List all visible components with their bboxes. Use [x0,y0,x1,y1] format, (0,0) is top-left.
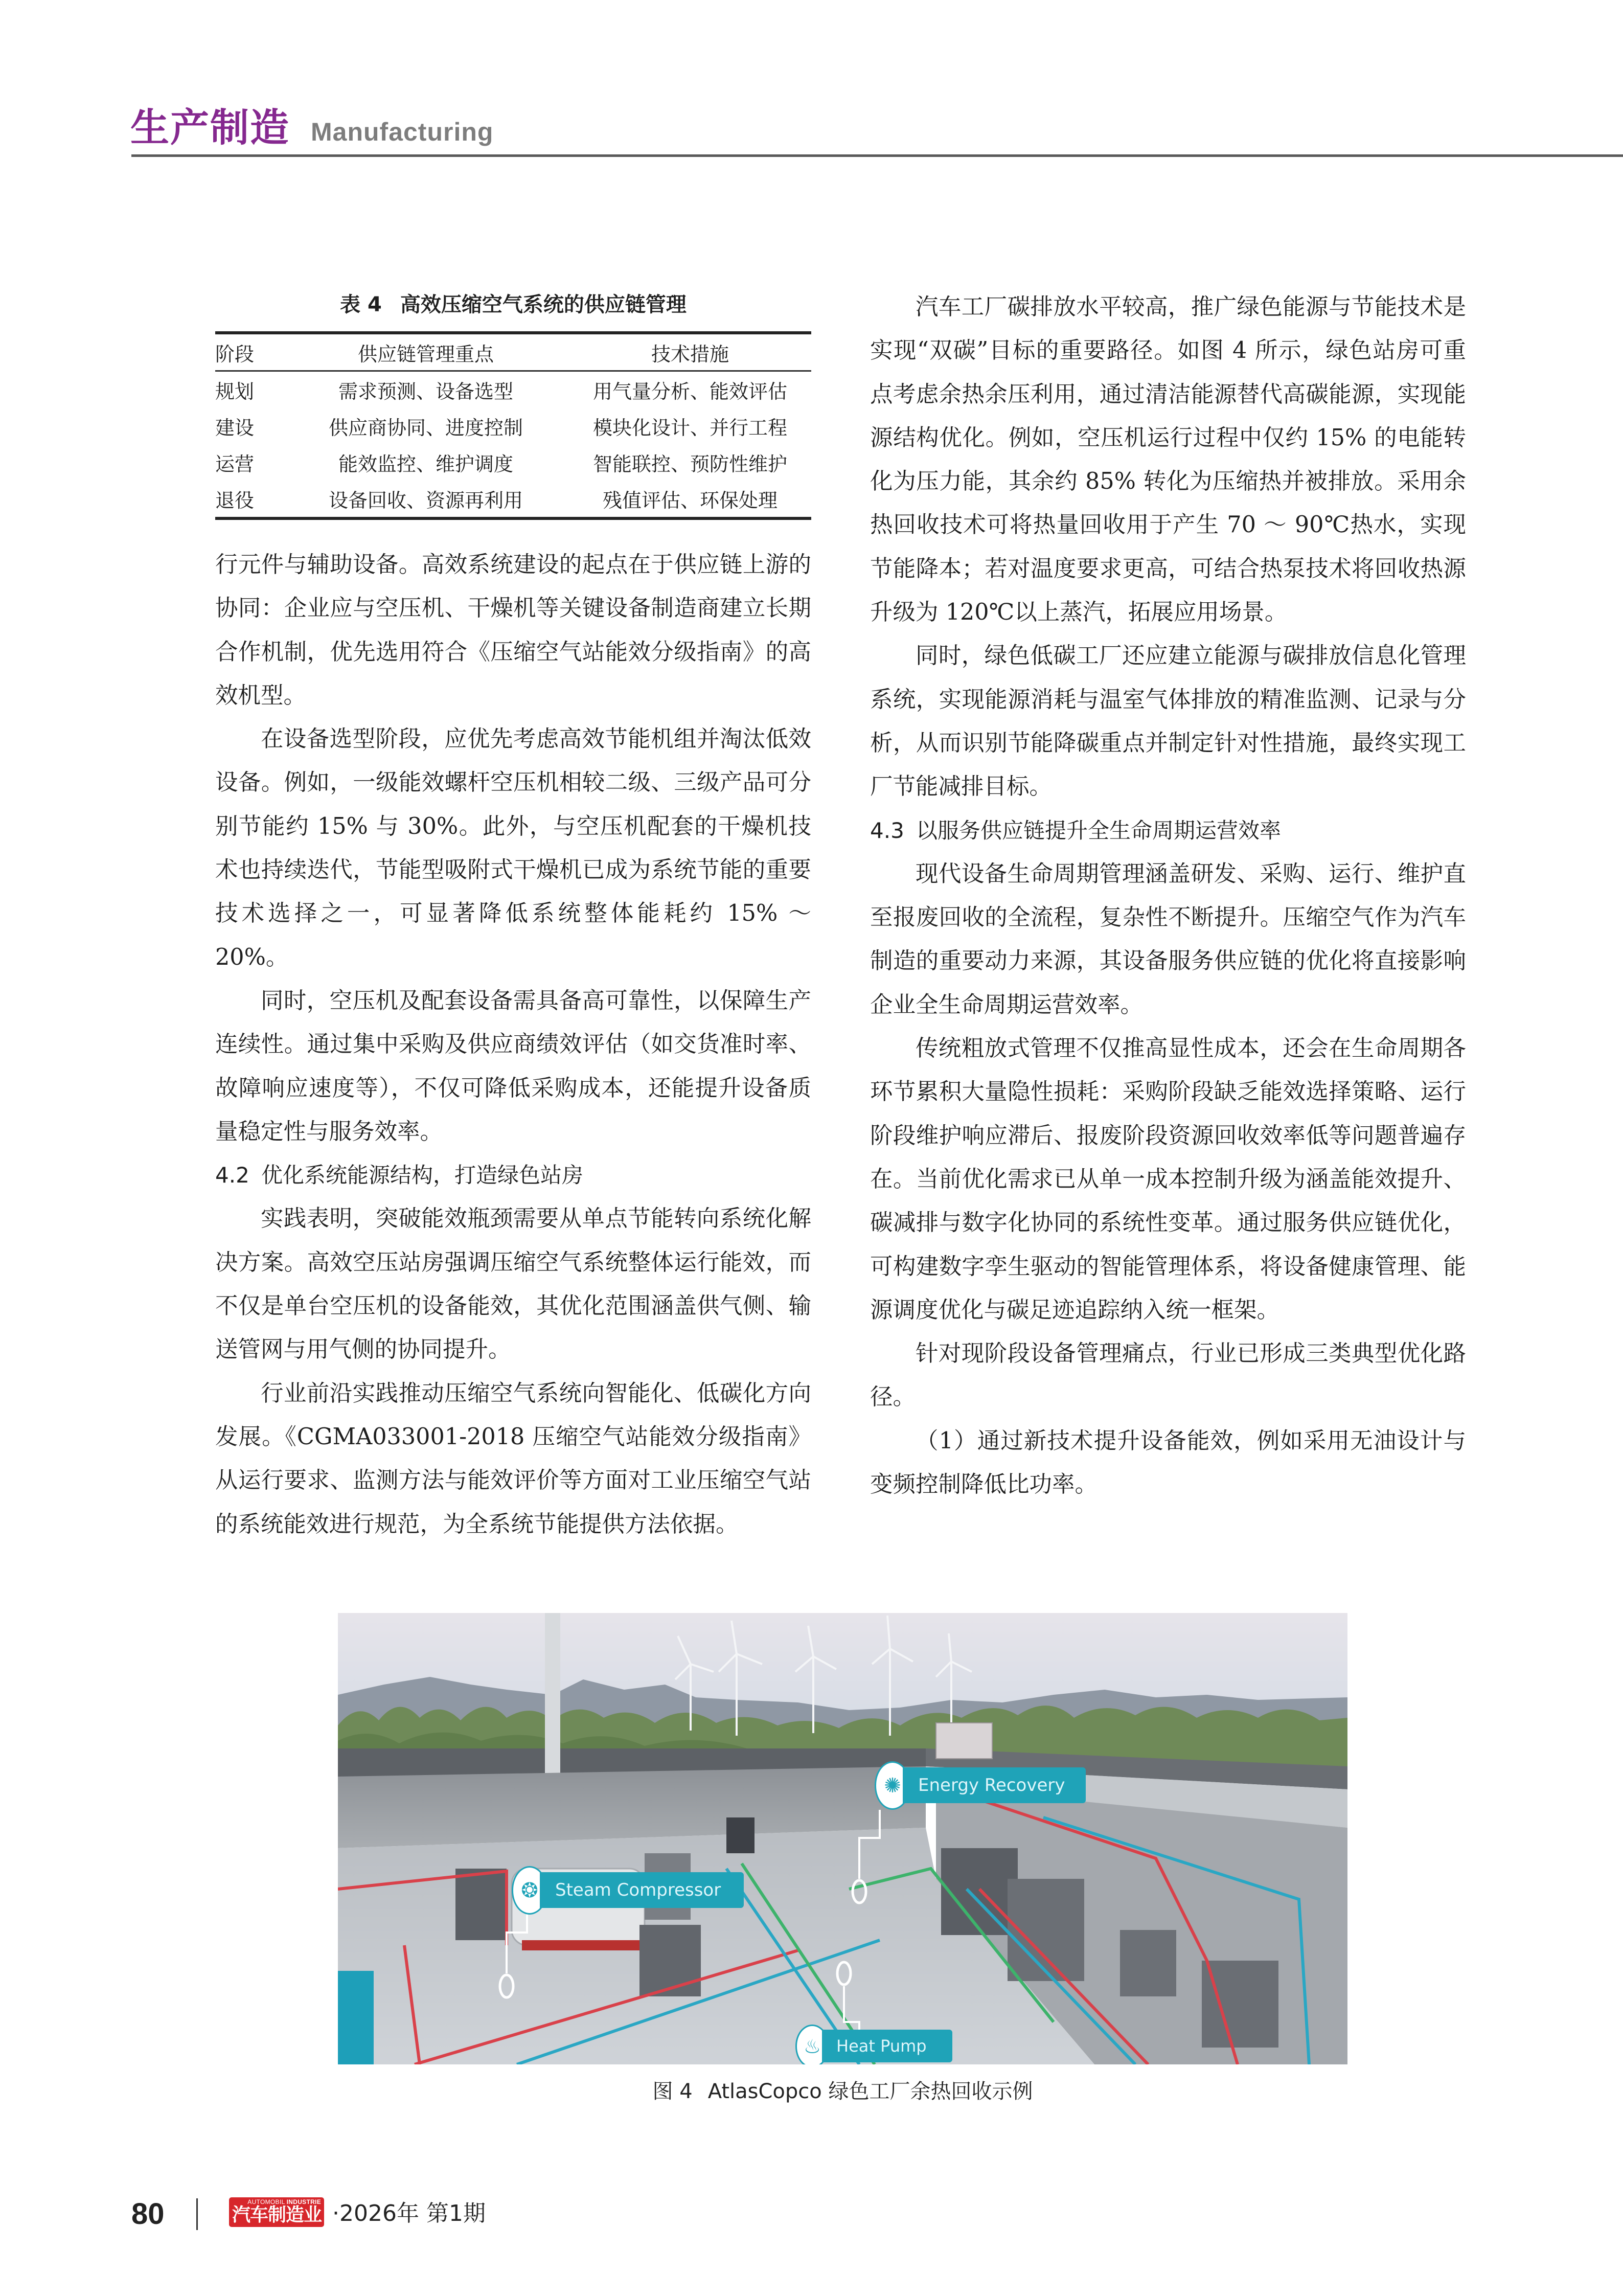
compressor-unit [1202,1961,1278,2048]
table-cell-stage: 规划 [215,380,255,403]
table-row [215,481,811,518]
table-cell-focus: 需求预测、设备选型 [338,380,513,403]
column-header-measures: 技术措施 [651,343,729,366]
table-cell-focus: 供应商协同、进度控制 [328,417,523,439]
figure-green-factory-illustration [338,1613,1347,2064]
table-header-row [215,333,811,371]
table-row [215,371,811,408]
table-cell-measures: 模块化设计、并行工程 [592,417,787,439]
issue-info: ·2026年 第1期 [332,2200,486,2226]
paragraph: 传统粗放式管理不仅推高显性成本，还会在生命周期各环节累积大量隐性损耗：采购阶段缺乏能效选择策略、运行阶段维护响应滞后、报废阶段资源回收效率低等问题普遍存在。当前优化需求已从单一成本控制升级为涵盖能效提升、碳减排与数字化协同的系统性变革。通过服务供应链优化，可构建数字孪生驱动的智能管理体系，将设备健康管理、能源调度优化与碳足迹追踪纳入统一框架。 [870,1035,1466,1323]
factory-scene [338,1613,1347,2064]
logo-en-bold: INDUSTRIE [286,2198,321,2206]
paragraph: 在设备选型阶段，应优先考虑高效节能机组并淘汰低效设备。例如，一级能效螺杆空压机相较二级、三级产品可分别节能约 15% 与 30%。此外，与空压机配套的干燥机技术也持续迭代，节能型吸附式干燥机已成为系统节能的重要技术选择之一，可显著降低系统整体能耗约 15% ～ 20%。 [215,726,811,970]
tank [338,1971,374,2064]
left-column [215,543,811,1546]
table-cell-stage: 建设 [215,417,255,439]
table-cell-focus: 能效监控、维护调度 [338,453,513,475]
paragraph: 现代设备生命周期管理涵盖研发、采购、运行、维护直至报废回收的全流程，复杂性不断提升。压缩空气作为汽车制造的重要动力来源，其设备服务供应链的优化将直接影响企业全生命周期运营效率。 [870,860,1466,1018]
figure-caption [338,2077,1347,2106]
table-cell-focus: 设备回收、资源再利用 [328,489,523,512]
section-number: 4.3 [870,817,904,843]
section-title: 以服务供应链提升全生命周期运营效率 [916,817,1282,843]
section-title-en: Manufacturing [311,118,494,146]
header-rule [131,154,1623,157]
logo-cn: 汽车制造业 [232,2204,322,2225]
paragraph: 针对现阶段设备管理痛点，行业已形成三类典型优化路径。 [870,1340,1466,1411]
heat-pump-label: Heat Pump [822,2030,952,2062]
table-row [215,444,811,481]
supply-chain-table [215,331,811,520]
column-header-stage: 阶段 [215,343,255,366]
paragraph: 行业前沿实践推动压缩空气系统向智能化、低碳化方向发展。《CGMA033001-2018 压缩空气站能效分级指南》从运行要求、监测方法与能效评价等方面对工业压缩空气站的系统能效进行规范，为全系统节能提供方法依据。 [215,1380,811,1537]
dryer-unit [941,1848,1018,1935]
rooftop-unit [936,1723,992,1759]
compressor-unit [455,1869,507,1940]
compressor-unit [726,1817,755,1853]
steam-compressor-icon: ❂ [512,1866,547,1915]
table-cell-measures: 残值评估、环保处理 [602,489,778,512]
compressor-unit [1120,1930,1176,1996]
section-title-cn: 生产制造 [130,105,290,150]
table-number: 表 4 [340,293,382,316]
section-number: 4.2 [215,1163,249,1188]
paragraph: （1）通过新技术提升设备能效，例如采用无油设计与变频控制降低比功率。 [870,1427,1466,1498]
paragraph: 行元件与辅助设备。高效系统建设的起点在于供应链上游的协同：企业应与空压机、干燥机等关键设备制造商建立长期合作机制，优先选用符合《压缩空气站能效分级指南》的高效机型。 [215,552,811,709]
figure-number: 图 4 [652,2080,693,2103]
page-number: 80 [131,2197,165,2231]
figure-caption-text: AtlasCopco 绿色工厂余热回收示例 [707,2080,1033,2103]
column-header-focus: 供应链管理重点 [357,343,494,366]
table-row [215,408,811,444]
steam-compressor-label: Steam Compressor [540,1872,744,1908]
heat-pump-icon: ♨ [795,2025,829,2064]
table-cell-measures: 用气量分析、能效评估 [592,380,787,403]
table-cell-stage: 运营 [215,453,255,475]
table-title: 高效压缩空气系统的供应链管理 [400,293,687,316]
section-title: 优化系统能源结构，打造绿色站房 [261,1163,584,1188]
paragraph: 同时，空压机及配套设备需具备高可靠性，以保障生产连续性。通过集中采购及供应商绩效评估（如交货准时率、故障响应速度等），不仅可降低采购成本，还能提升设备质量稳定性与服务效率。 [215,987,811,1145]
paragraph: 汽车工厂碳排放水平较高，推广绿色能源与节能技术是实现“双碳”目标的重要路径。如图 4 所示，绿色站房可重点考虑余热余压利用，通过清洁能源替代高碳能源，实现能源结构优化。例如，空压机运行过程中仅约 15% 的电能转化为压力能，其余约 85% 转化为压缩热并被排放。采用余热回收技术可将热量回收用于产生 70 ～ 90℃热水，实现节能降本；若对温度要求更高，可结合热泵技术将回收热源升级为 120℃以上蒸汽，拓展应用场景。 [870,294,1466,626]
boiler-base [522,1940,639,1950]
energy-recovery-icon: ✺ [875,1761,910,1810]
logo-en-light: AUTOMOBIL [247,2198,287,2206]
magazine-logo [229,2197,324,2227]
footer-divider [196,2198,198,2230]
section-heading-4-3 [870,809,1466,852]
paragraph: 同时，绿色低碳工厂还应建立能源与碳排放信息化管理系统，实现能源消耗与温室气体排放的精准监测、记录与分析，从而识别节能降碳重点并制定针对性措施，最终实现工厂节能减排目标。 [870,643,1466,800]
table-cell-measures: 智能联控、预防性维护 [592,453,787,475]
section-heading-4-2 [215,1153,811,1197]
table-cell-stage: 退役 [215,489,255,512]
energy-recovery-label: Energy Recovery [903,1767,1086,1803]
compressor-unit [639,1925,701,1996]
table-caption [215,290,811,319]
paragraph: 实践表明，突破能效瓶颈需要从单点节能转向系统化解决方案。高效空压站房强调压缩空气系统整体运行能效，而不仅是单台空压机的设备能效，其优化范围涵盖供气侧、输送管网与用气侧的协同提升。 [215,1206,811,1363]
right-column [870,285,1466,1506]
